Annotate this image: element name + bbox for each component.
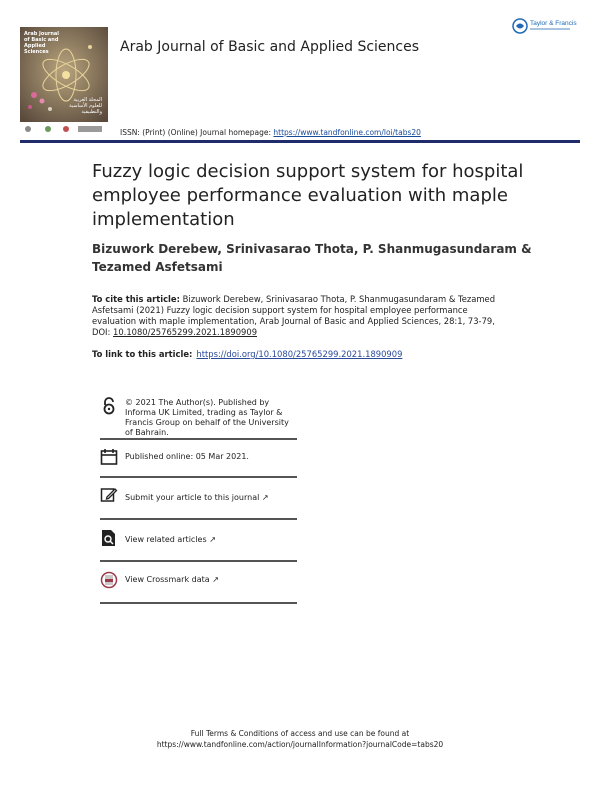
cover-title: Arab Journal of Basic and Applied Sciences	[24, 31, 59, 55]
cover-partner-logos	[20, 124, 108, 134]
publisher-logo-text: Taylor & Francis	[530, 20, 577, 27]
terms-footer	[0, 728, 600, 750]
info-divider	[100, 560, 297, 562]
license-text: © 2021 The Author(s). Published by Informa UK Limited, trading as Taylor & Francis Group on behalf of the University of Bahrain.	[125, 398, 289, 437]
open-access-icon	[100, 397, 118, 415]
publisher-logo	[512, 15, 584, 37]
journal-title: Arab Journal of Basic and Applied Sciences	[120, 39, 420, 55]
terms-url[interactable]: https://www.tandfonline.com/action/journalInformation?journalCode=tabs20	[156, 740, 444, 749]
article-title: Fuzzy logic decision support system for hospital employee performance evaluation with maple implementation	[92, 161, 524, 230]
document-search-icon	[100, 529, 118, 547]
submit-article-link[interactable]	[125, 493, 269, 503]
issn-line	[120, 128, 421, 137]
article-doi-url[interactable]: https://doi.org/10.1080/25765299.2021.1890909	[196, 349, 403, 359]
citation-label: To cite this article:	[92, 294, 180, 304]
info-divider	[100, 518, 297, 520]
terms-text: Full Terms & Conditions of access and use can be found at	[190, 729, 410, 738]
published-date: Published online: 05 Mar 2021.	[125, 452, 249, 461]
article-authors: Bizuwork Derebew, Srinivasarao Thota, P. Shanmugasundaram & Tezamed Asfetsami	[92, 242, 532, 274]
citation-block	[92, 294, 512, 338]
crossmark-label: View Crossmark data	[125, 575, 210, 584]
crossmark-icon	[100, 571, 118, 589]
article-link-line	[92, 349, 402, 359]
journal-homepage-link[interactable]: https://www.tandfonline.com/loi/tabs20	[273, 128, 421, 137]
citation-doi-link[interactable]: 10.1080/25765299.2021.1890909	[113, 327, 258, 337]
crossmark-link[interactable]	[125, 575, 219, 585]
edit-icon	[100, 486, 118, 504]
external-link-icon: ↗	[261, 493, 269, 502]
header-divider	[20, 140, 580, 143]
info-divider	[100, 602, 297, 604]
related-articles-label: View related articles	[125, 535, 207, 544]
info-divider	[100, 438, 297, 440]
external-link-icon: ↗	[209, 535, 216, 544]
calendar-icon	[100, 448, 118, 466]
related-articles-link[interactable]	[125, 535, 216, 545]
citation-text: Bizuwork Derebew, Srinivasarao Thota, P. Shanmugasundaram & Tezamed Asfetsami (2021) Fuzzy logic decision support system for hospital employee performance evaluation with maple implementation, Arab Journal of Basic and Applied Sciences, 28:1, 73-79, DOI:	[92, 294, 496, 337]
article-info-panel	[100, 396, 297, 606]
issn-prefix: ISSN: (Print) (Online) Journal homepage:	[120, 128, 274, 137]
submit-article-label: Submit your article to this journal	[125, 493, 260, 502]
link-label: To link to this article:	[92, 349, 193, 359]
cover-arabic-title: المجلة العربية للعلوم الأساسية والتطبيقية	[69, 97, 102, 115]
external-link-icon: ↗	[212, 575, 219, 584]
journal-cover-image	[20, 27, 108, 122]
info-divider	[100, 476, 297, 478]
